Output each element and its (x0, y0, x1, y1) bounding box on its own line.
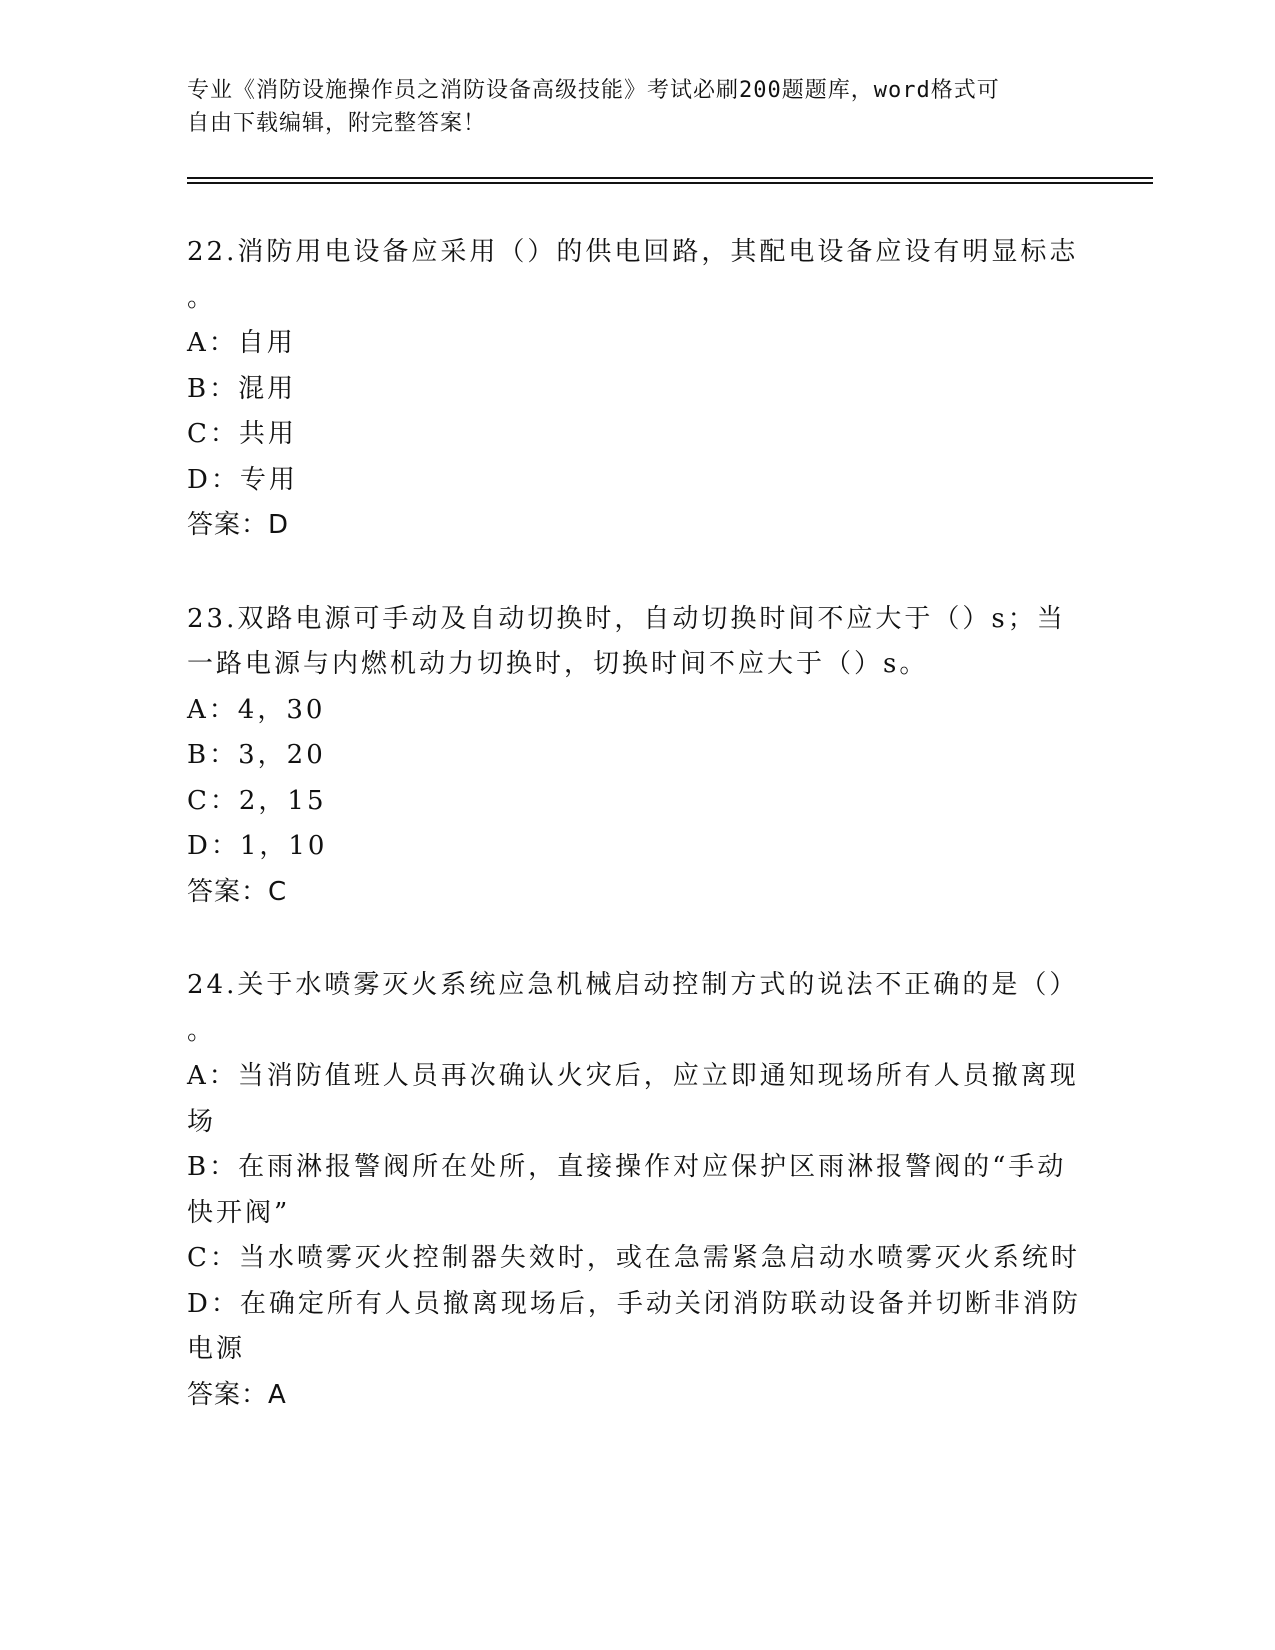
option-d: 电源 (187, 1334, 246, 1364)
option-c: C：2，15 (187, 785, 327, 816)
question-stem: 23.双路电源可手动及自动切换时，自动切换时间不应大于（）s；当 (187, 603, 1066, 634)
header-divider (187, 177, 1153, 179)
option-d: D：专用 (187, 464, 298, 495)
question-stem: 。 (187, 282, 217, 313)
option-c: C：共用 (187, 419, 297, 449)
option-d: D：在确定所有人员撤离现场后，手动关闭消防联动设备并切断非消防 (187, 1288, 1081, 1319)
question-stem: 一路电源与内燃机动力切换时，切换时间不应大于（）s。 (187, 649, 929, 679)
header-line: 专业《消防设施操作员之消防设备高级技能》考试必刷200题题库，word格式可 (187, 78, 1000, 103)
option-c: C：当水喷雾灭火控制器失效时，或在急需紧急启动水喷雾灭火系统时 (187, 1243, 1080, 1273)
question-stem: 24.关于水喷雾灭火系统应急机械启动控制方式的说法不正确的是（） (187, 970, 1079, 1000)
question-24 (187, 963, 1081, 1418)
question-23 (187, 597, 1067, 916)
answer-line: 答案：A (187, 1379, 287, 1410)
option-d: D：1，10 (187, 831, 328, 861)
option-a: 场 (187, 1106, 217, 1137)
option-b: B：在雨淋报警阀所在处所，直接操作对应保护区雨淋报警阀的“手动 (187, 1152, 1067, 1182)
option-a: A：自用 (187, 328, 296, 358)
option-a: A：当消防值班人员再次确认火灾后，应立即通知现场所有人员撤离现 (187, 1061, 1079, 1091)
option-b: B：混用 (187, 373, 297, 404)
option-b: B：3，20 (187, 740, 326, 770)
header-divider (187, 182, 1153, 184)
question-stem: 。 (187, 1015, 217, 1046)
question-22 (187, 230, 1079, 549)
question-list (187, 230, 1081, 1466)
option-a: A：4，30 (187, 694, 326, 725)
header-line: 自由下载编辑，附完整答案！ (187, 111, 487, 136)
option-b: 快开阀” (187, 1197, 291, 1228)
question-stem: 22.消防用电设备应采用（）的供电回路，其配电设备应设有明显标志 (187, 237, 1079, 267)
answer-line: 答案：C (187, 876, 288, 907)
document-header (187, 74, 1067, 140)
answer-line: 答案：D (187, 510, 290, 540)
